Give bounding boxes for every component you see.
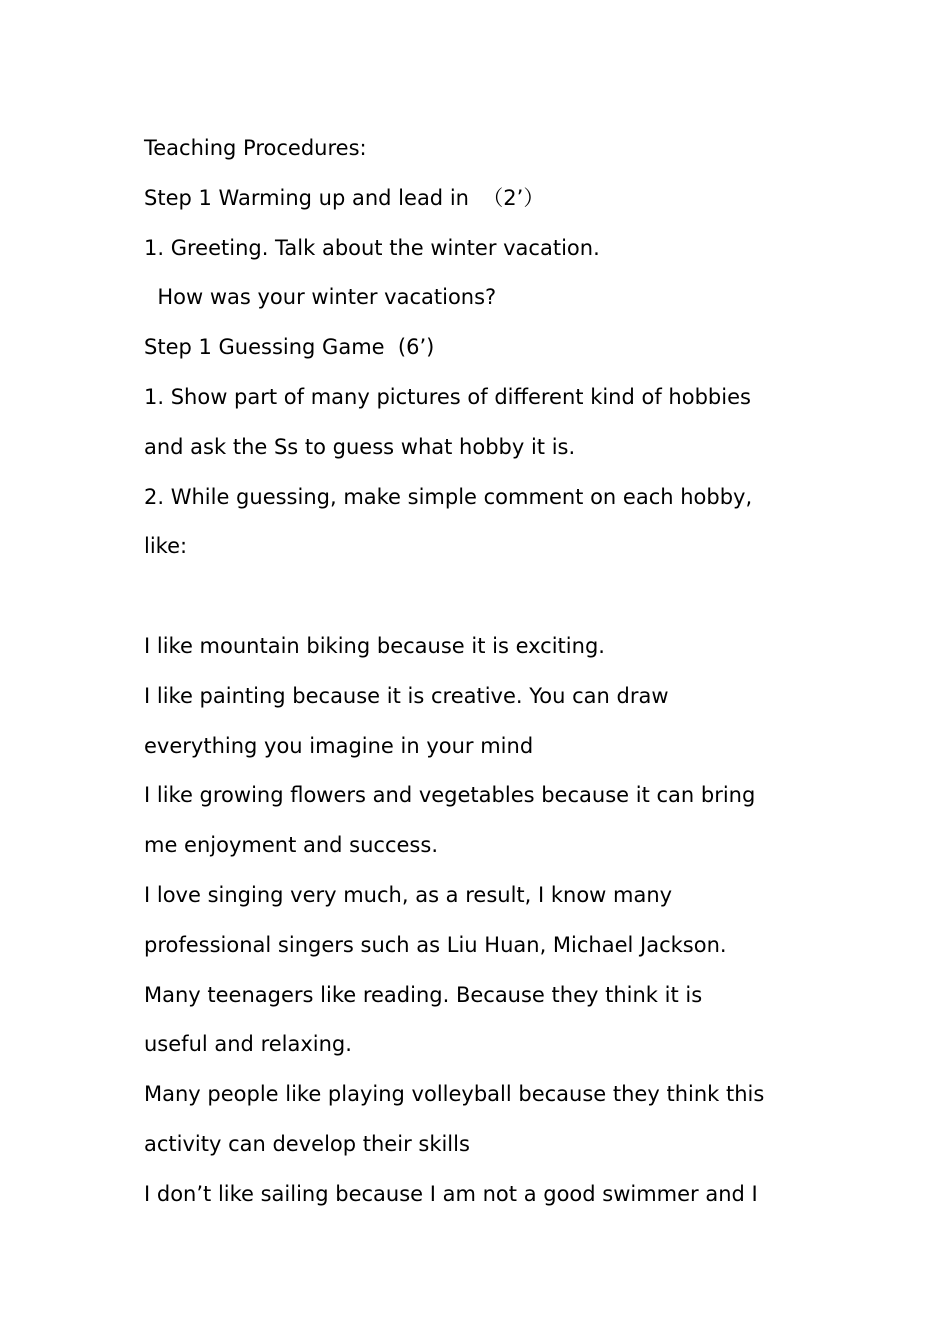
example-sentence: I like mountain biking because it is exciting. <box>144 633 605 658</box>
example-sentence: useful and relaxing. <box>144 1032 352 1057</box>
example-sentence: professional singers such as Liu Huan, Michael Jackson. <box>144 932 727 957</box>
section-heading: Teaching Procedures: <box>144 136 367 160</box>
text-line: 1. Greeting. Talk about the winter vacation. <box>144 235 600 260</box>
step-heading: Step 1 Warming up and lead in （2’） <box>144 185 545 210</box>
example-sentence: I like painting because it is creative. You can draw <box>144 683 669 708</box>
example-sentence: Many teenagers like reading. Because they think it is <box>144 982 703 1007</box>
blank-line <box>144 572 824 622</box>
document-body <box>144 124 824 1220</box>
example-sentence: everything you imagine in your mind <box>144 733 534 758</box>
step-heading: Step 1 Guessing Game (6’) <box>144 335 435 360</box>
text-line: 1. Show part of many pictures of different kind of hobbies <box>144 384 751 409</box>
text-line: 2. While guessing, make simple comment on each hobby, <box>144 484 753 509</box>
example-sentence: I don’t like sailing because I am not a good swimmer and I <box>144 1181 758 1206</box>
example-sentence: Many people like playing volleyball because they think this <box>144 1082 765 1107</box>
example-sentence: I love singing very much, as a result, I know many <box>144 882 673 907</box>
text-line: How was your winter vacations? <box>144 285 497 310</box>
example-sentence: me enjoyment and success. <box>144 833 438 858</box>
example-sentence: activity can develop their skills <box>144 1131 470 1156</box>
text-line: like: <box>144 534 188 559</box>
example-sentence: I like growing flowers and vegetables because it can bring <box>144 783 756 808</box>
text-line: and ask the Ss to guess what hobby it is. <box>144 434 576 459</box>
